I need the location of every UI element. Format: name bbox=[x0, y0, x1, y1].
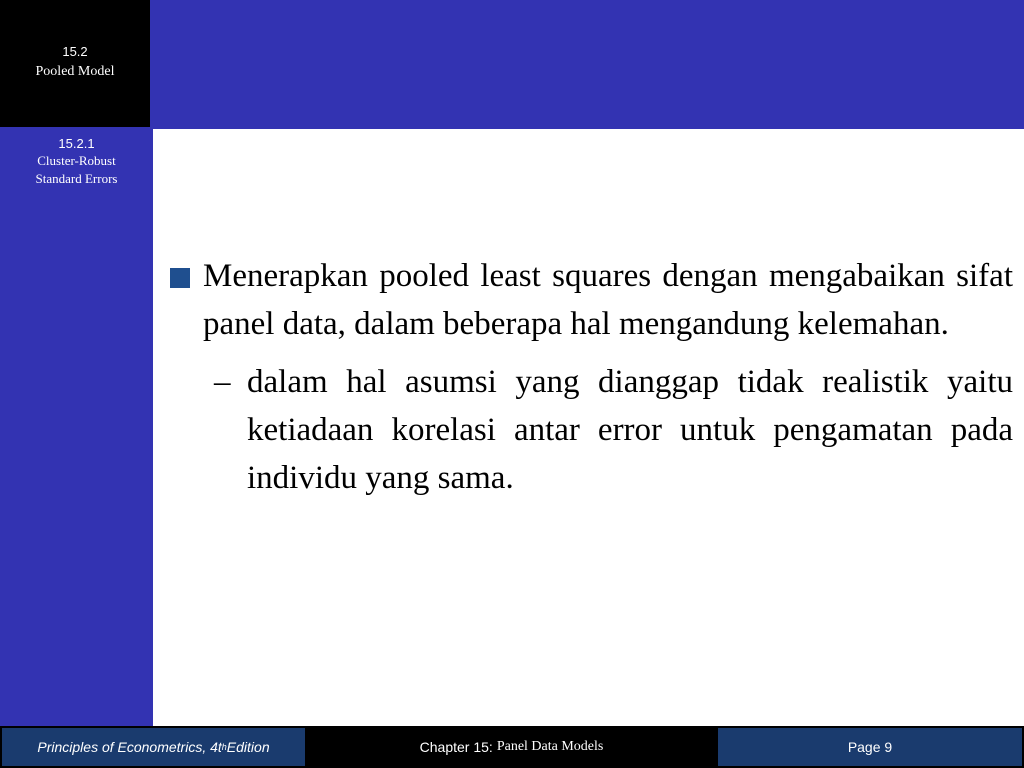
sidebar bbox=[0, 129, 153, 726]
footer bbox=[0, 726, 1024, 768]
slide-content bbox=[170, 252, 1013, 502]
dash-marker: – bbox=[214, 364, 231, 400]
footer-book-title: Principles of Econometrics, 4t h Edition bbox=[2, 728, 305, 766]
book-edition-text: Edition bbox=[226, 739, 270, 755]
sub-bullet-text: dalam hal asumsi yang dianggap tidak realistik yaitu ketiadaan korelasi antar error untuk pengamatan pada individu yang sama. bbox=[247, 364, 1013, 496]
section-number: 15.2 bbox=[62, 44, 88, 59]
subsection-number: 15.2.1 bbox=[58, 136, 95, 151]
sub-bullet-item bbox=[170, 358, 1013, 502]
section-title: Pooled Model bbox=[35, 64, 115, 79]
subsection-title-line-1: Cluster-Robust bbox=[37, 153, 116, 168]
footer-page-number: Page 9 bbox=[718, 728, 1022, 766]
square-bullet-icon bbox=[170, 268, 190, 288]
bullet-text: Menerapkan pooled least squares dengan mengabaikan sifat panel data, dalam beberapa hal mengandung kelemahan. bbox=[203, 258, 1013, 342]
section-indicator bbox=[0, 0, 152, 128]
bullet-item bbox=[170, 252, 1013, 348]
footer-chapter bbox=[308, 728, 715, 766]
book-title-text: Principles of Econometrics, 4t bbox=[37, 739, 222, 755]
chapter-title: Panel Data Models bbox=[496, 739, 604, 754]
subsection-title-line-2: Standard Errors bbox=[35, 171, 118, 186]
chapter-prefix: Chapter 15: bbox=[419, 739, 493, 755]
header-bar bbox=[0, 0, 1024, 129]
